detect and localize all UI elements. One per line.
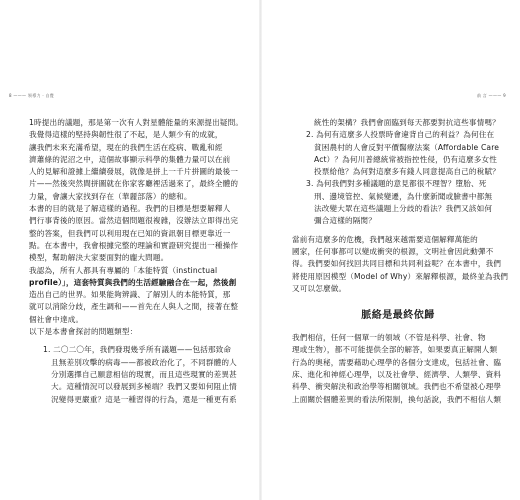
left-text-block [29, 117, 245, 406]
text-line: 得。我們要如何找回共同目標和共同利益呢？在本書中，我們 [292, 259, 502, 269]
text-line: 就可以消除分歧，產生調和——首先在人與人之間，接著在整 [29, 302, 239, 312]
text-line: 床、進化和神經心理學，以及社會學、經濟學、人類學、資料 [292, 370, 502, 380]
list-item-continuation: Act）？為何川普總統常被指控性侵，仍有這麼多女性 [314, 154, 498, 164]
text-line: 模型，幫助解決大家要面對的龐大問題。 [29, 253, 169, 263]
list-item-continuation: 且無差別攻擊的病毒——都被政治化了，不同群體的人 [51, 357, 237, 367]
list-item-continuation: 大。這種情況可以發展到多極端？我們又要如何阻止情 [51, 382, 237, 392]
right-page [262, 0, 520, 500]
text-line: 我覺得這樣的堅持與韌性很了不起，是人類少有的成就， [29, 130, 223, 140]
running-head-left: 8 ——— 領導力 · 自覺 [9, 93, 55, 98]
list-item-continuation: 投票給他？為何對這麼多有錢人同意提高自己的稅賦？ [314, 167, 500, 177]
running-head-right: 前 言 ——— 9 [476, 93, 506, 98]
spacer [292, 295, 504, 308]
text-line: 國家，任何事都可以變成衝突的根源，文明社會因此動彈不 [292, 246, 494, 256]
list-item-continuation: 統性的架構？我們會面臨到每天都要對抗這些事情嗎？ [314, 118, 500, 127]
list-item-continuation: 貧困農村的人會反對平價醫療法案（Affordable Care [314, 142, 500, 152]
list-item-line: 2. 為何有這麼多人投票時會違背自己的利益？為何住在 [306, 130, 495, 140]
list-item-continuation: 分別選擇自己願意相信的現實，而且這些現實的差異甚 [51, 369, 237, 379]
list-item-continuation: 彌合這樣的隔閡？ [314, 216, 376, 226]
list-item-continuation: 況變得更嚴重？這是一種習得的行為，還是一種更有系 [51, 394, 237, 404]
text-line: 科學、衝突解決和政治學等相關領域。我們也不希望被心理學 [292, 382, 502, 392]
text-line: 理或生物），都不可能提供全部的解答，如果要真正解開人類 [292, 345, 498, 355]
list-item-continuation: 刑、邊境管控、氣候變遷，為什麼新聞或臉書中都無 [314, 191, 493, 201]
text-line: 當前有這麼多的危機，我們越來越需要這個解釋萬能的 [292, 234, 478, 244]
text-line: 行為的奧秘，需要藉助心理學的各個分支達成，包括社會、臨 [292, 357, 502, 367]
text-line: 我認為，所有人都具有專屬的「本能特質（instinctual [29, 265, 218, 275]
text-line: 又可以怎麼做。 [292, 283, 347, 293]
text-line: 上面關於個體差異的看法所限制，換句話說，我們不相信人類 [292, 394, 502, 404]
spacer [292, 324, 504, 332]
section-heading: 脈絡是最終依歸 [361, 310, 435, 322]
text-line: 我們相信，任何一個單一的領域（不管是科學、社會、物 [292, 333, 486, 343]
list-item-continuation: 法改變大眾在這些議題上分歧的看法？我們又該如何 [314, 204, 493, 214]
text-line: 將使用原因模型（Model of Why）來解釋根源，最終並為我們 [292, 271, 509, 281]
list-item-line: 3. 為何我們對多種議題的意見都很不理智？墮胎、死 [306, 179, 487, 189]
text-line: 濟蕭條的泥沼之中，這個故事顯示科學的集體力量可以在前 [29, 154, 231, 164]
text-line: 本書的目的就是了解這樣的過程。我們的目標是想要解釋人 [29, 204, 231, 214]
text-line: 人的見解和證據上繼續發展，就像是拼上一千片拼圖的最後一 [29, 167, 239, 177]
text-line: 個社會中達成。 [29, 314, 84, 324]
text-line: 1時提出的議題，那是第一次有人對星體能量的來源提出疑問。 [29, 118, 244, 127]
text-line: 們行事背後的原因。當然這個問題很複雜，沒辦法立即得出完 [29, 216, 239, 226]
text-line: 點。在本書中，我會根據完整的理論和實證研究提出一種操作 [29, 240, 239, 250]
list-item-line: 1. 二〇二〇年，我們發現幾乎所有議題——包括那致命 [43, 345, 232, 355]
text-line: 以下是本書會探討的問題類型： [29, 327, 138, 337]
text-line: 力量，會讓大家找到存在（華麗部落）的總和。 [29, 191, 192, 201]
text-line: profile）」，這套特質與我們的生活經驗融合在一起，然後創 [29, 277, 237, 287]
text-line: 造出自己的世界。如果能夠辨識、了解別人的本能特質，那 [29, 290, 231, 300]
text-line: 整的答案，但我們可以利用現在已知的資訊朝目標更靠近一 [29, 228, 231, 238]
right-text-block [292, 117, 509, 406]
text-line: 片——然後突然間拼圖就在你家客廳裡活過來了，最終全體的 [29, 179, 239, 189]
text-line: 讓我們未來充滿希望，現在的我們生活在疫病、戰亂和經 [29, 142, 223, 152]
